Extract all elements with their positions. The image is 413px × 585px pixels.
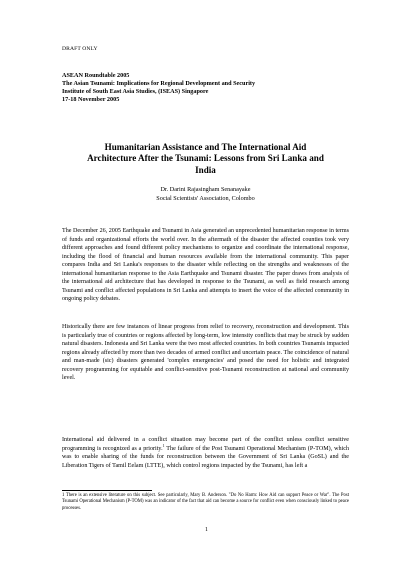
footnote-reference[interactable]: 1 xyxy=(162,443,165,448)
footnote-divider xyxy=(62,490,152,491)
title-line-3: India xyxy=(195,164,216,175)
paragraph-aid-conflict xyxy=(62,436,349,470)
footnote-text: 1 There is an extensive literature on this subject. See particularly, Mary B. Anderson. "Do No Harm: How Aid can support Peace or War". The Post Tsunami Operational Mechanism (P-TOM) was an indicator of the fact that aid can become a source for conflict even when consciously linked to peace processes. xyxy=(62,493,349,511)
author-affiliation: Social Scientists' Association, Colombo xyxy=(156,194,255,202)
paragraph-history: Historically there are few instances of linear progress from relief to recovery, reconstruction and development. This is particularly true of countries or regions affected by long-term, low intensity conflicts that may be struck by sudden natural disasters. Indonesia and Sri Lanka were the two most affected countries. In both countries Tsunamis impacted regions already affected by more than two decades of armed conflict and uncertain peace. The coincidence of natural and man-made (sic) disasters generated 'complex emergencies' and posed the need for holistic and integrated recovery programming for equitable and conflict-sensitive post-Tsunami reconstruction at national and community level. xyxy=(62,324,349,382)
header-event-name: ASEAN Roundtable 2005 xyxy=(62,72,130,79)
conference-header xyxy=(62,72,349,104)
paragraph-aid-conflict-text-a: International aid delivered in a conflict situation may become part of the conflict unless conflict sensitive programming is recognized as a priority. xyxy=(62,437,349,452)
header-institute: Institute of South East Asia Studies, (ISEAS) Singapore xyxy=(62,87,209,95)
paragraph-aid-conflict-text-b: The failure of the Post Tsunami Operational Mechanism (P-TOM), which was to enable sharing of the funds for reconstruction between the Government of Sri Lanka (GoSL) and the Liberation Tigers of Tamil Eelam (LTTE), which control regions impacted by the Tsunami, has left a xyxy=(62,445,349,469)
author-block xyxy=(62,186,349,204)
header-event-theme: The Asian Tsunami: Implications for Regional Development and Security xyxy=(62,79,256,87)
page-number: 1 xyxy=(205,527,208,533)
paper-title xyxy=(62,142,349,176)
title-line-2: Architecture After the Tsunami: Lessons from Sri Lanka and xyxy=(87,153,324,164)
draft-label: DRAFT ONLY xyxy=(62,46,98,52)
paragraph-abstract: The December 26, 2005 Earthquake and Tsunami in Asia generated an unprecedented humanitarian response in terms of funds and organizational efforts the world over. In the aftermath of the disaster the affected counties took very different approaches and found different policy mechanisms to organize and coordinate the international response, including the flood of financial and human resources available from the international community. This paper compares India and Sri Lanka's responses to the disaster while reflecting on the strengths and weaknesses of the international humanitarian response to the Asia Earthquake and Tsunami disaster. The paper draws from analysis of the international aid architecture that has developed in response to the Tsunami, as well as field research among Tsunami and conflict affected populations in Sri Lanka and attempts to insert the voice of the affected community in ongoing policy debates. xyxy=(62,228,349,303)
header-date: 17-18 November 2005 xyxy=(62,95,120,103)
author-name: Dr. Darini Rajasingham Senanayake xyxy=(160,186,251,193)
title-line-1: Humanitarian Assistance and The International Aid xyxy=(104,142,307,152)
